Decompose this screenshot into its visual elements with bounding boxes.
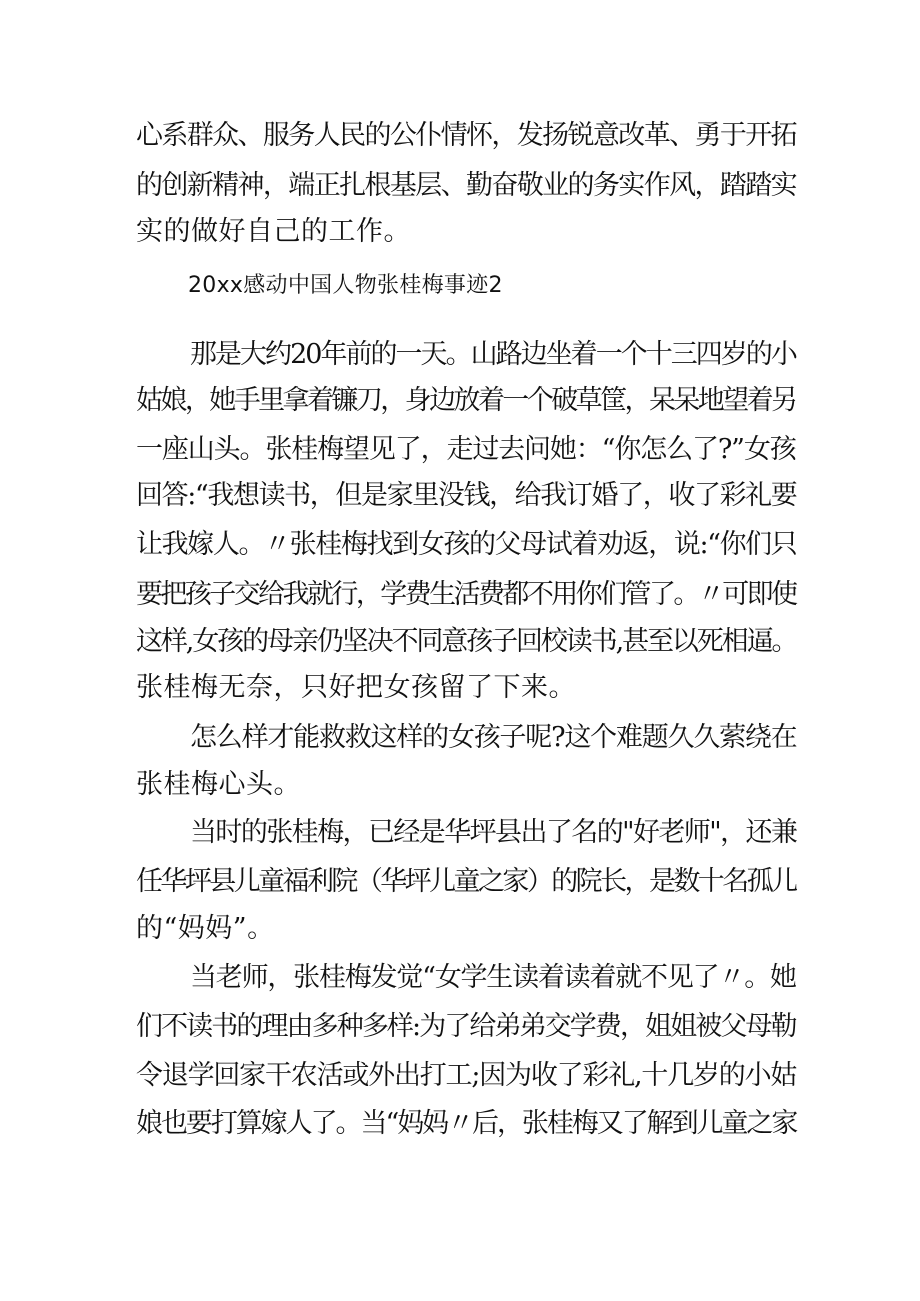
para2-line-4: 回答:“我想读书，但是家里没钱，给我订婚了，收了彩礼要 — [136, 480, 797, 511]
para1-line-2: 的创新精神，端正扎根基层、勤奋敬业的务实作风，踏踏实 — [136, 170, 796, 201]
para5-line-3: 令退学回家干农活或外出打工;因为收了彩礼,十几岁的小姑 — [136, 1060, 797, 1091]
para2-line-1: 那是大约20年前的一天。山路边坐着一个十三四岁的小 — [190, 339, 796, 370]
para3-line-2: 张桂梅心头。 — [136, 769, 301, 800]
para5-line-4: 娘也要打算嫁人了。当“妈妈〃后，张桂梅又了解到儿童之家 — [136, 1108, 797, 1139]
para2-line-5: 让我嫁人。〃张桂梅找到女孩的父母试着劝返，说:“你们只 — [136, 529, 797, 560]
para2-line-7: 这样,女孩的母亲仍坚决不同意孩子回校读书,甚至以死相逼。 — [136, 626, 797, 657]
para4-line-1: 当时的张桂梅，已经是华坪县出了名的"好老师"，还兼 — [190, 817, 797, 848]
para2-line-6: 要把孩子交给我就行，学费生活费都不用你们管了。〃可即使 — [136, 579, 796, 610]
para1-line-1: 心系群众、服务人民的公仆情怀，发扬锐意改革、勇于开拓 — [136, 120, 796, 151]
para2-line-8: 张桂梅无奈，只好把女孩留了下来。 — [136, 672, 576, 703]
para3-line-1: 怎么样才能救救这样的女孩子呢?这个难题久久萦绕在 — [190, 722, 797, 753]
para2-line-3: 一座山头。张桂梅望见了，走过去问她：“你怎么了?”女孩 — [136, 434, 796, 465]
para5-line-1: 当老师，张桂梅发觉“女学生读着读着就不见了〃。她 — [190, 962, 796, 993]
para1-line-3: 实的做好自己的工作。 — [136, 216, 411, 247]
para5-line-2: 们不读书的理由多种多样:为了给弟弟交学费，姐姐被父母勒 — [136, 1011, 796, 1042]
section-heading: 20xx感动中国人物张桂梅事迹2 — [188, 273, 503, 298]
para4-line-2: 任华坪县儿童福利院（华坪儿童之家）的院长，是数十名孤儿 — [136, 866, 796, 897]
para4-line-3: 的“妈妈”。 — [136, 913, 275, 944]
para2-line-2: 姑娘，她手里拿着镰刀，身边放着一个破草筐，呆呆地望着另 — [136, 385, 796, 416]
